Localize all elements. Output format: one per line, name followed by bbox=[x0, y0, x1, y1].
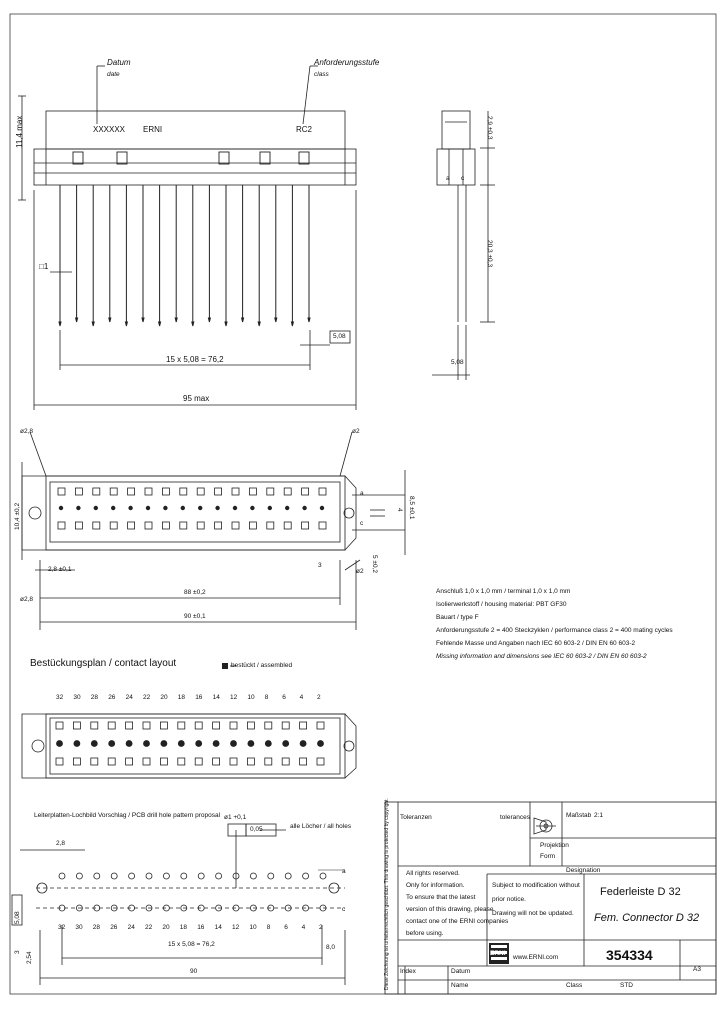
sheet-size: A3 bbox=[693, 966, 701, 973]
layout-contact bbox=[213, 741, 219, 747]
front-pins bbox=[59, 185, 310, 326]
layout-contact bbox=[108, 722, 115, 729]
scale-label: Maßstab bbox=[566, 812, 592, 819]
pcb-hole-diameter: ø1 +0,1 bbox=[224, 814, 247, 821]
side-row-c: c bbox=[461, 175, 465, 182]
pcb-hole bbox=[181, 873, 187, 879]
pcb-title: Leiterplatten-Lochbild Vorschlag / PCB drill hole pattern proposal bbox=[34, 812, 221, 819]
pcb-dim-90: 90 bbox=[190, 968, 198, 975]
top-contact bbox=[215, 488, 222, 495]
top-contact bbox=[93, 522, 100, 529]
layout-contact-number: 6 bbox=[282, 694, 286, 701]
pcb-contact-number: 20 bbox=[162, 924, 170, 931]
pin-tip bbox=[109, 318, 111, 322]
top-contact bbox=[145, 488, 152, 495]
layout-contact bbox=[195, 758, 202, 765]
assembled-legend-swatch bbox=[222, 663, 228, 669]
pin-tip bbox=[159, 322, 161, 326]
layout-contact bbox=[73, 722, 80, 729]
pin-dimension: □1 bbox=[39, 262, 49, 271]
layout-contact bbox=[74, 741, 80, 747]
date-code: XXXXXX bbox=[93, 125, 126, 134]
top-contact bbox=[162, 522, 169, 529]
top-dim-88: 88 ±0,2 bbox=[184, 589, 206, 596]
side-housing-upper bbox=[442, 111, 470, 149]
top-contact bbox=[284, 488, 291, 495]
top-dim-8: 8,5 ±0,1 bbox=[408, 496, 415, 520]
layout-contact bbox=[161, 741, 167, 747]
layout-contact-number: 10 bbox=[247, 694, 255, 701]
pcb-pitch-total: 15 x 5,08 = 76,2 bbox=[168, 941, 215, 948]
top-contact bbox=[267, 522, 274, 529]
front-housing-lower bbox=[34, 149, 356, 185]
top-contact bbox=[180, 488, 187, 495]
top-contact bbox=[93, 488, 100, 495]
pcb-hole bbox=[146, 873, 152, 879]
top-dim-2-8: 2,8 ±0,1 bbox=[48, 566, 72, 573]
datum-label: Datum bbox=[107, 58, 131, 67]
layout-contact bbox=[230, 758, 237, 765]
layout-contact bbox=[178, 741, 184, 747]
pcb-row-a: a bbox=[342, 868, 346, 875]
layout-contact bbox=[300, 741, 306, 747]
spec-missing-de: Fehlende Masse und Angaben nach IEC 60 603-2 / DIN EN 60 603-2 bbox=[436, 640, 636, 647]
layout-contact bbox=[247, 758, 254, 765]
pcb-contact-number: 10 bbox=[249, 924, 257, 931]
top-contact bbox=[198, 506, 202, 510]
layout-contact bbox=[265, 758, 272, 765]
pin-tip bbox=[192, 322, 194, 326]
spec-missing-en: Missing information and dimensions see IEC 60 603-2 / DIN EN 60 603-2 bbox=[436, 653, 647, 660]
top-contact bbox=[180, 522, 187, 529]
top-contact bbox=[111, 506, 115, 510]
rights-line-2: Only for information. bbox=[406, 882, 465, 889]
pcb-contact-number: 22 bbox=[145, 924, 153, 931]
tolerances-label: Toleranzen bbox=[400, 814, 432, 821]
sheet-border bbox=[10, 14, 716, 994]
top-contact bbox=[216, 506, 220, 510]
layout-contact bbox=[300, 758, 307, 765]
layout-contact-number: 28 bbox=[90, 694, 99, 701]
side-dim-bottom: 5,08 bbox=[451, 359, 464, 366]
top-hole-left: ø2,8 bbox=[20, 428, 34, 435]
pcb-contact-number: 2 bbox=[319, 924, 323, 931]
brand-marking: ERNI bbox=[143, 125, 163, 134]
pcb-tolerance: 0,05 bbox=[250, 826, 263, 833]
top-contact bbox=[233, 506, 237, 510]
name-label: Name bbox=[451, 982, 469, 989]
assembled-legend: bestückt / assembled bbox=[231, 662, 293, 669]
layout-outline bbox=[22, 714, 356, 778]
layout-contact-number: 18 bbox=[177, 694, 186, 701]
layout-contact bbox=[265, 741, 271, 747]
spec-material: Isolierwerkstoff / housing material: PBT GF30 bbox=[436, 601, 567, 608]
designation-label: Designation bbox=[566, 867, 601, 874]
top-contact bbox=[110, 522, 117, 529]
side-housing-lower bbox=[437, 149, 475, 185]
top-contact bbox=[319, 522, 326, 529]
subject-line-3: Drawing will not be updated. bbox=[492, 910, 574, 917]
layout-contact bbox=[317, 758, 324, 765]
rights-line-6: before using. bbox=[406, 930, 444, 937]
layout-contact bbox=[196, 741, 202, 747]
top-hole-right: ø2 bbox=[352, 428, 360, 435]
top-dim-phi-left: ø2,8 bbox=[20, 596, 34, 603]
top-contact bbox=[58, 522, 65, 529]
spec-terminal: Anschluß 1,0 x 1,0 mm / terminal 1,0 x 1,0 mm bbox=[436, 588, 571, 595]
top-contact bbox=[319, 488, 326, 495]
top-dim-height: 10,4 ±0,2 bbox=[14, 502, 21, 530]
top-contact bbox=[146, 506, 150, 510]
top-dim-90: 90 ±0,1 bbox=[184, 613, 206, 620]
top-contact bbox=[302, 488, 309, 495]
pcb-dim-8-0: 8,0 bbox=[326, 944, 336, 951]
pitch-total-dimension: 15 x 5,08 = 76,2 bbox=[166, 355, 224, 364]
margin-copyright-note: Diese Zeichnung ist urheberrechtlich geschützt. This drawing is protected by copyright. bbox=[384, 798, 390, 990]
top-dim-3: 3 bbox=[318, 562, 322, 569]
rights-line-3: To ensure that the latest bbox=[406, 894, 476, 901]
layout-contact-number: 20 bbox=[160, 694, 168, 701]
requirement-label-en: class bbox=[314, 71, 329, 78]
pcb-hole bbox=[216, 873, 222, 879]
top-contact bbox=[77, 506, 81, 510]
layout-contact bbox=[282, 758, 289, 765]
date-label: Datum bbox=[451, 968, 471, 975]
layout-contact bbox=[57, 741, 63, 747]
layout-contact bbox=[91, 722, 98, 729]
class-value: STD bbox=[620, 982, 633, 989]
layout-contact bbox=[230, 722, 237, 729]
index-label: Index bbox=[400, 968, 416, 975]
projection-label: Projektion bbox=[540, 842, 569, 849]
layout-contact bbox=[109, 741, 115, 747]
product-name-en: Fem. Connector D 32 bbox=[594, 912, 700, 924]
layout-contact bbox=[195, 722, 202, 729]
pcb-hole bbox=[163, 873, 169, 879]
pcb-contact-number: 30 bbox=[75, 924, 83, 931]
layout-contact-number: 14 bbox=[212, 694, 220, 701]
layout-contact bbox=[160, 758, 167, 765]
layout-contact bbox=[213, 758, 220, 765]
top-contact bbox=[110, 488, 117, 495]
top-contact bbox=[181, 506, 185, 510]
top-contact bbox=[302, 522, 309, 529]
pin-tip bbox=[208, 318, 210, 322]
pin-tip bbox=[291, 322, 293, 326]
pcb-row-c: c bbox=[342, 906, 346, 913]
layout-contact bbox=[108, 758, 115, 765]
layout-contact bbox=[265, 722, 272, 729]
layout-contact-number: 16 bbox=[195, 694, 203, 701]
part-number: 354334 bbox=[606, 947, 653, 963]
pcb-contact-number: 16 bbox=[197, 924, 205, 931]
pcb-hole bbox=[59, 873, 65, 879]
pin-tip bbox=[92, 322, 94, 326]
pcb-contact-number: 8 bbox=[266, 924, 271, 931]
pcb-contact-number: 14 bbox=[214, 924, 222, 931]
layout-contact-number: 8 bbox=[264, 694, 269, 701]
pin-tip bbox=[225, 322, 227, 326]
top-contact bbox=[59, 506, 63, 510]
height-dimension: 11,4 max bbox=[15, 115, 24, 148]
pcb-hole-grid bbox=[59, 873, 326, 911]
pcb-all-holes: alle Löcher / all holes bbox=[290, 823, 352, 830]
layout-contact bbox=[247, 722, 254, 729]
website: www.ERNI.com bbox=[513, 954, 559, 961]
layout-contact bbox=[300, 722, 307, 729]
layout-contact-number: 4 bbox=[299, 694, 304, 701]
pin-tip bbox=[258, 322, 260, 326]
tolerances-label-en: tolerances bbox=[500, 814, 530, 821]
top-contact bbox=[268, 506, 272, 510]
spec-type: Bauart / type F bbox=[436, 614, 479, 621]
side-dim-top: 2,9 ±0,3 bbox=[486, 116, 493, 140]
layout-contact bbox=[144, 741, 150, 747]
top-contact bbox=[215, 522, 222, 529]
top-contact bbox=[162, 488, 169, 495]
pin-tip bbox=[59, 322, 61, 326]
top-contact bbox=[75, 522, 82, 529]
layout-contact bbox=[231, 741, 237, 747]
pcb-hole bbox=[76, 873, 82, 879]
layout-contact bbox=[73, 758, 80, 765]
layout-contact bbox=[282, 722, 289, 729]
pcb-contact-number: 28 bbox=[92, 924, 101, 931]
pcb-contact-number: 18 bbox=[179, 924, 188, 931]
layout-contact bbox=[213, 722, 220, 729]
rights-line-5: contact one of the ERNI companies bbox=[406, 918, 509, 925]
layout-contact-number: 12 bbox=[230, 694, 238, 701]
datum-label-en: date bbox=[107, 71, 120, 78]
pitch-box-dimension: 5,08 bbox=[333, 333, 346, 340]
top-contact bbox=[251, 506, 255, 510]
subject-line-2: prior notice. bbox=[492, 896, 526, 903]
layout-contact-number: 30 bbox=[73, 694, 81, 701]
pcb-contact-number: 12 bbox=[232, 924, 240, 931]
layout-contact-number: 24 bbox=[125, 694, 133, 701]
side-row-a: a bbox=[446, 175, 450, 182]
top-contact bbox=[197, 522, 204, 529]
class-label: Class bbox=[566, 982, 583, 989]
top-contact bbox=[145, 522, 152, 529]
layout-contact bbox=[126, 758, 133, 765]
top-contact bbox=[58, 488, 65, 495]
pcb-hole bbox=[198, 873, 204, 879]
layout-contact bbox=[318, 741, 324, 747]
pin-tip bbox=[76, 318, 78, 322]
top-contact bbox=[232, 522, 239, 529]
pcb-hole bbox=[111, 873, 117, 879]
pcb-dim-2-54: 2,54 bbox=[26, 951, 33, 964]
class-code: RC2 bbox=[296, 125, 313, 134]
pin-tip bbox=[142, 318, 144, 322]
layout-contact bbox=[143, 758, 150, 765]
pin-tip bbox=[308, 318, 310, 322]
pcb-hole bbox=[285, 873, 291, 879]
layout-contact bbox=[143, 722, 150, 729]
pcb-contact-number: 32 bbox=[58, 924, 66, 931]
top-contact bbox=[285, 506, 289, 510]
top-contact bbox=[128, 488, 135, 495]
top-row-a: a bbox=[360, 490, 364, 497]
layout-contact bbox=[56, 758, 63, 765]
top-contact bbox=[320, 506, 324, 510]
requirement-label: Anforderungsstufe bbox=[314, 58, 380, 67]
pin-tip bbox=[125, 322, 127, 326]
top-dim-5: 5 ±0,2 bbox=[371, 555, 378, 574]
top-contact bbox=[284, 522, 291, 529]
layout-contact bbox=[91, 741, 97, 747]
layout-contact-number: 32 bbox=[56, 694, 64, 701]
layout-contact bbox=[178, 722, 185, 729]
pcb-dim-5-08: 5,08 bbox=[14, 911, 21, 924]
form-label: Form bbox=[540, 853, 556, 860]
pcb-dim-3: 3 bbox=[14, 950, 21, 954]
pcb-contact-number: 4 bbox=[301, 924, 306, 931]
top-contact bbox=[267, 488, 274, 495]
side-dim-pin: 20,3 ±0,3 bbox=[486, 240, 493, 268]
layout-contact bbox=[283, 741, 289, 747]
layout-contact-number: 22 bbox=[143, 694, 151, 701]
contact-layout-title: Bestückungsplan / contact layout bbox=[30, 658, 177, 669]
layout-contact-number: 26 bbox=[108, 694, 116, 701]
pcb-contact-number: 24 bbox=[127, 924, 135, 931]
layout-contact bbox=[126, 722, 133, 729]
pin-tip bbox=[175, 318, 177, 322]
pcb-hole bbox=[268, 873, 274, 879]
layout-contact bbox=[248, 741, 254, 747]
pcb-hole bbox=[303, 873, 309, 879]
layout-contact bbox=[56, 722, 63, 729]
layout-contact bbox=[178, 758, 185, 765]
pin-tip bbox=[275, 318, 277, 322]
layout-contact bbox=[160, 722, 167, 729]
top-contact bbox=[128, 522, 135, 529]
rights-line-4: version of this drawing, please bbox=[406, 906, 494, 913]
subject-line-1: Subject to modification without bbox=[492, 882, 580, 889]
pin-tip bbox=[242, 318, 244, 322]
pcb-hole bbox=[320, 873, 326, 879]
top-contact bbox=[303, 506, 307, 510]
top-contact bbox=[75, 488, 82, 495]
top-contact bbox=[232, 488, 239, 495]
top-outline bbox=[22, 476, 356, 550]
logo-text: ERNI bbox=[490, 950, 506, 957]
top-contact-grid bbox=[58, 488, 326, 529]
top-contact bbox=[129, 506, 133, 510]
rights-line-1: All rights reserved. bbox=[406, 870, 460, 877]
layout-contact bbox=[317, 722, 324, 729]
layout-contact bbox=[126, 741, 132, 747]
top-contact bbox=[197, 488, 204, 495]
spec-performance: Anforderungsstufe 2 = 400 Steckzyklen / performance class 2 = 400 mating cycles bbox=[436, 627, 673, 634]
top-dim-phi2: ø2 bbox=[356, 568, 364, 575]
layout-contact-number: 2 bbox=[317, 694, 321, 701]
top-contact bbox=[249, 522, 256, 529]
top-contact bbox=[164, 506, 168, 510]
layout-contact bbox=[91, 758, 98, 765]
pcb-hole bbox=[129, 873, 135, 879]
pcb-hole bbox=[250, 873, 256, 879]
pcb-contact-number: 6 bbox=[284, 924, 288, 931]
width-max-dimension: 95 max bbox=[183, 394, 210, 403]
top-dim-4: 4 bbox=[396, 508, 403, 512]
pcb-hole bbox=[94, 873, 100, 879]
top-contact bbox=[249, 488, 256, 495]
pcb-dim-2-8: 2,8 bbox=[56, 840, 66, 847]
scale-value: 2:1 bbox=[594, 812, 604, 819]
product-name-de: Federleiste D 32 bbox=[600, 886, 681, 898]
top-row-c: c bbox=[360, 520, 364, 527]
top-contact bbox=[94, 506, 98, 510]
pcb-contact-number: 26 bbox=[110, 924, 118, 931]
layout-contact-grid bbox=[56, 722, 324, 765]
